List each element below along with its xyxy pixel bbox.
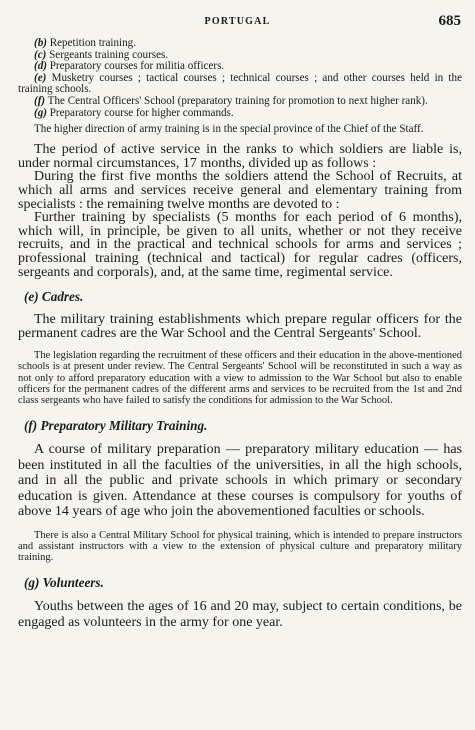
page-content bbox=[18, 38, 462, 630]
list-marker: (b) bbox=[34, 37, 47, 49]
page-number: 685 bbox=[438, 13, 461, 29]
training-list bbox=[18, 38, 462, 119]
service-paragraph: The period of active service in the ranks to which soldiers are liable is, under normal circumstances, 17 months, divided up as follows : bbox=[18, 142, 462, 171]
section-heading-volunteers: (g) Volunteers. bbox=[24, 575, 104, 591]
service-paragraph: Further training by specialists (5 months for each period of 6 months), which will, in principle, be given to all units, whether or not they receive recruits, and in the practical and technical schools for arms and services ; professional training (technical and tactical) for regular cadres (officers, sergeants and corporals), and, at the same time, regimental service. bbox=[18, 210, 462, 280]
list-text: Sergeants training courses. bbox=[49, 48, 169, 61]
section-heading-cadres: (e) Cadres. bbox=[24, 289, 84, 305]
preparatory-paragraph: A course of military preparation — preparatory military education — has been instituted in all the faculties of the universities, in all the high schools, and in all the public and private schools in which primary or secondary education is given. Attendance at these courses is compulsory for youths of above 14 years of age who join the abovementioned faculties or schools. bbox=[18, 442, 462, 520]
running-title: PORTUGAL bbox=[204, 16, 271, 27]
cadres-note: The legislation regarding the recruitment of these officers and their education in the above-mentioned schools is at present under review. The Central Sergeants' School will be reconstituted in such a way as not only to afford preparatory education with a view to admission to the War School but also to enable officers for the permanent cadres of the different arms and services to be recruited from the 1st and 2nd class sergeants who have failed to satisfy the conditions for admission to the War School. bbox=[18, 350, 462, 407]
volunteers-paragraph: Youths between the ages of 16 and 20 may, subject to certain conditions, be engaged as volunteers in the army for one year. bbox=[18, 599, 462, 630]
list-text: Preparatory course for higher commands. bbox=[49, 106, 234, 119]
list-marker: (g) bbox=[34, 106, 47, 119]
list-item bbox=[18, 73, 462, 96]
cadres-paragraph: The military training establishments which prepare regular officers for the permanent cadres are the War School and the Central Sergeants' School. bbox=[18, 312, 462, 341]
service-paragraph: During the first five months the soldiers attend the School of Recruits, at which all arms and services receive general and elementary training from specialists : the remaining twelve months are devoted to : bbox=[18, 169, 462, 212]
preparatory-note: There is also a Central Military School for physical training, which is intended to prepare instructors and assistant instructors with a view to the extension of physical culture and preparatory military training. bbox=[18, 529, 462, 564]
list-text: Preparatory courses for militia officers. bbox=[49, 60, 225, 73]
list-text: Repetition training. bbox=[49, 37, 136, 49]
list-text: The Central Officers' School (preparatory training for promotion to next higher rank). bbox=[47, 94, 428, 107]
list-marker: (e) bbox=[34, 71, 47, 84]
list-text: Musketry courses ; tactical courses ; technical courses ; and other courses held in the training schools. bbox=[18, 71, 462, 96]
list-marker: (f) bbox=[34, 94, 46, 107]
list-item bbox=[18, 108, 462, 120]
section-heading-preparatory-training: (f) Preparatory Military Training. bbox=[24, 418, 208, 434]
list-marker: (d) bbox=[34, 60, 47, 73]
page-header bbox=[0, 13, 475, 34]
list-marker: (c) bbox=[34, 48, 47, 61]
direction-note: The higher direction of army training is in the special province of the Chief of the Staff. bbox=[34, 123, 424, 136]
